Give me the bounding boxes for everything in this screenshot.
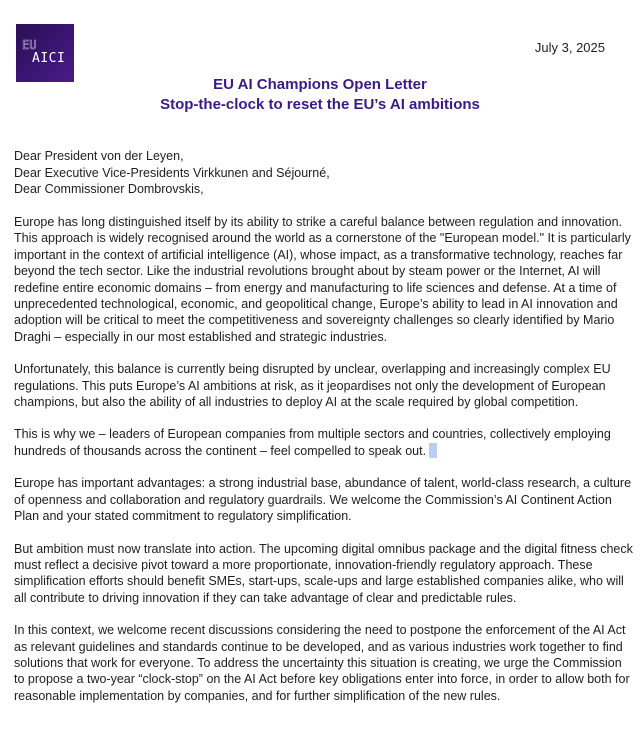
paragraph-speak-out-text: This is why we – leaders of European companies from multiple sectors and countries, collectively employing hundreds of thousands across the continent – feel compelled to speak out. — [14, 427, 611, 458]
logo-eu-text: EU — [22, 38, 37, 52]
salutation-line: Dear President von der Leyen, — [14, 149, 184, 163]
letter-body — [14, 214, 634, 720]
paragraph-action: But ambition must now translate into action. The upcoming digital omnibus package and the digital fitness check must reflect a decisive pivot toward a more proportionate, innovation-friendly regulatory approach. These simplification efforts should benefit SMEs, start-ups, scale-ups and large established companies alike, who will all contribute to driving innovation if they can take advantage of clear and predictable rules. — [14, 541, 633, 605]
text-selection-highlight — [429, 443, 437, 458]
letter-date: July 3, 2025 — [534, 40, 605, 55]
salutation-line: Dear Commissioner Dombrovskis, — [14, 182, 204, 196]
paragraph-advantages: Europe has important advantages: a strong industrial base, abundance of talent, world-class research, a culture of openness and collaboration and regulatory guardrails. We welcome the Commission’s AI Continent Action Plan and your stated commitment to regulatory simplification. — [14, 476, 632, 524]
paragraph-balance: Europe has long distinguished itself by its ability to strike a careful balance between regulation and innovation. This approach is widely recognised around the world as a cornerstone of the "European model." It is particularly important in the context of artificial intelligence (AI), whose impact, as a transformative technology, reaches far beyond the tech sector. Like the industrial revolutions brought about by steam power or the Internet, AI will redefine entire economic domains – from energy and manufacturing to life sciences and defense. At a time of unprecedented technological, economic, and geopolitical change, Europe’s ability to lead in AI innovation and adoption will be critical to meet the competitiveness and sovereignty challenges so clearly identified by Mario Draghi – especially in our most established and strategic industries. — [14, 215, 631, 344]
eu-aici-logo — [16, 24, 74, 82]
logo-aici-text: AICI — [32, 51, 66, 66]
paragraph-clock-stop: In this context, we welcome recent discussions considering the need to postpone the enforcement of the AI Act as relevant guidelines and standards continue to be developed, and as various industries work together to find solutions that work for everyone. To address the uncertainty this situation is creating, we urge the Commission to propose a two-year “clock-stop” on the AI Act before key obligations enter into force, in order to allow both for reasonable implementation by companies, and for further simplification of the new rules. — [14, 623, 630, 703]
letter-title: EU AI Champions Open Letter — [213, 76, 427, 93]
paragraph-disruption: Unfortunately, this balance is currently being disrupted by unclear, overlapping and increasingly complex EU regulations. This puts Europe’s AI ambitions at risk, as it jeopardises not only the development of European champions, but also the ability of all industries to deploy AI at the scale required by global competition. — [14, 362, 611, 410]
salutations — [14, 148, 330, 198]
salutation-line: Dear Executive Vice-Presidents Virkkunen and Séjourné, — [14, 165, 330, 180]
paragraph-speak-out — [14, 426, 634, 459]
letter-heading — [0, 75, 640, 115]
letter-subtitle: Stop-the-clock to reset the EU’s AI ambitions — [160, 96, 480, 113]
